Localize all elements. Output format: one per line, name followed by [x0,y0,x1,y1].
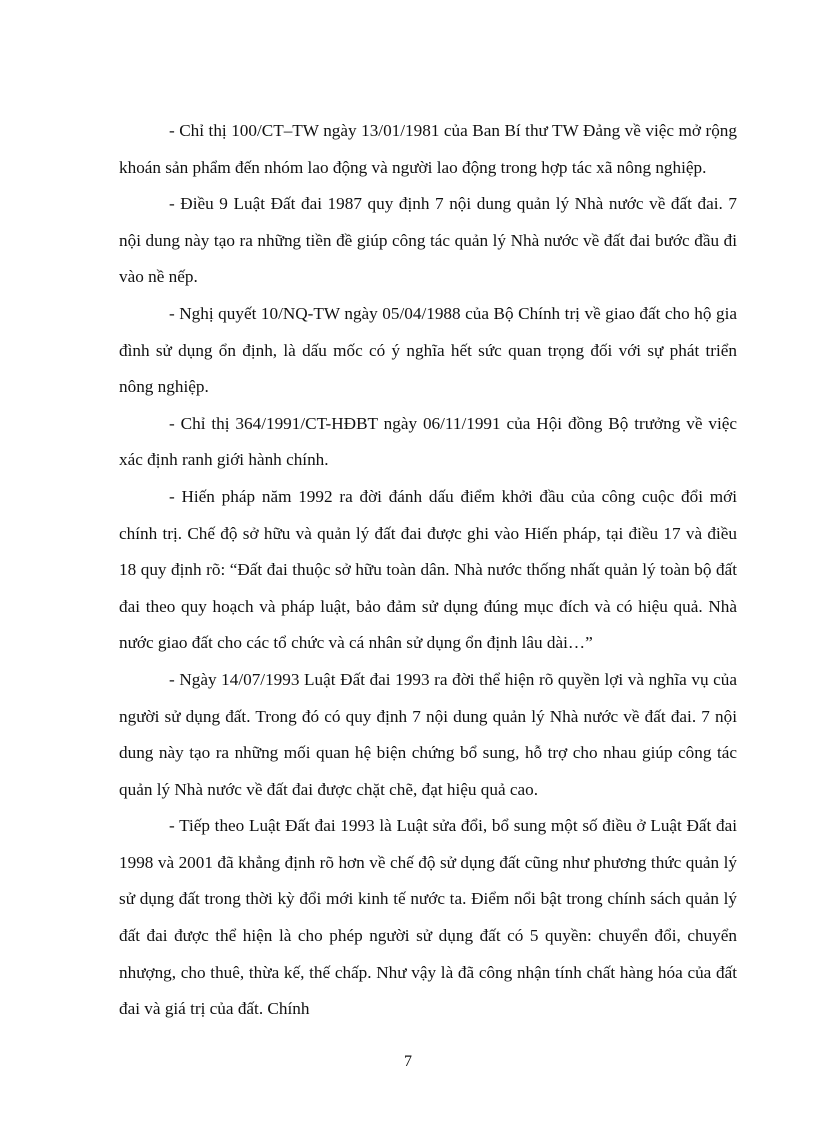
paragraph-land-law-1987: - Điều 9 Luật Đất đai 1987 quy định 7 nội dung quản lý Nhà nước về đất đai. 7 nội dung này tạo ra những tiền đề giúp công tác quản lý Nhà nước về đất đai bước đầu đi vào nề nếp. [119,194,737,287]
paragraph-land-law-1993: - Ngày 14/07/1993 Luật Đất đai 1993 ra đời thể hiện rõ quyền lợi và nghĩa vụ của người sử dụng đất. Trong đó có quy định 7 nội dung quản lý Nhà nước về đất đai. 7 nội dung này tạo ra những mối quan hệ biện chứng bổ sung, hỗ trợ cho nhau giúp công tác quản lý Nhà nước về đất đai được chặt chẽ, đạt hiệu quả cao. [119,669,737,799]
document-body [119,113,737,1028]
paragraph-amended-law: - Tiếp theo Luật Đất đai 1993 là Luật sửa đổi, bổ sung một số điều ở Luật Đất đai 1998 và 2001 đã khẳng định rõ hơn về chế độ sử dụng đất cũng như phương thức quản lý sử dụng đất trong thời kỳ đổi mới kinh tế nước ta. Điểm nổi bật trong chính sách quản lý đất đai được thể hiện là cho phép người sử dụng đất có 5 quyền: chuyển đổi, chuyển nhượng, cho thuê, thừa kế, thế chấp. Như vậy là đã công nhận tính chất hàng hóa của đất đai và giá trị của đất. Chính [119,816,737,1019]
paragraph-directive-100: - Chỉ thị 100/CT–TW ngày 13/01/1981 của Ban Bí thư TW Đảng về việc mở rộng khoán sản phẩm đến nhóm lao động và người lao động trong hợp tác xã nông nghiệp. [119,121,737,177]
page-number: 7 [404,1053,412,1070]
paragraph-directive-364: - Chỉ thị 364/1991/CT-HĐBT ngày 06/11/1991 của Hội đồng Bộ trưởng về việc xác định ranh giới hành chính. [119,413,737,470]
paragraph-constitution-1992: - Hiến pháp năm 1992 ra đời đánh dấu điểm khởi đầu của công cuộc đổi mới chính trị. Chế độ sở hữu và quản lý đất đai được ghi vào Hiến pháp, tại điều 17 và điều 18 quy định rõ: “Đất đai thuộc sở hữu toàn dân. Nhà nước thống nhất quản lý toàn bộ đất đai theo quy hoạch và pháp luật, bảo đảm sử dụng đúng mục đích và có hiệu quả. Nhà nước giao đất cho các tổ chức và cá nhân sử dụng ổn định lâu dài…” [119,486,737,653]
paragraph-resolution-10: - Nghị quyết 10/NQ-TW ngày 05/04/1988 của Bộ Chính trị về giao đất cho hộ gia đình sử dụng ổn định, là dấu mốc có ý nghĩa hết sức quan trọng đối với sự phát triển nông nghiệp. [119,303,737,397]
